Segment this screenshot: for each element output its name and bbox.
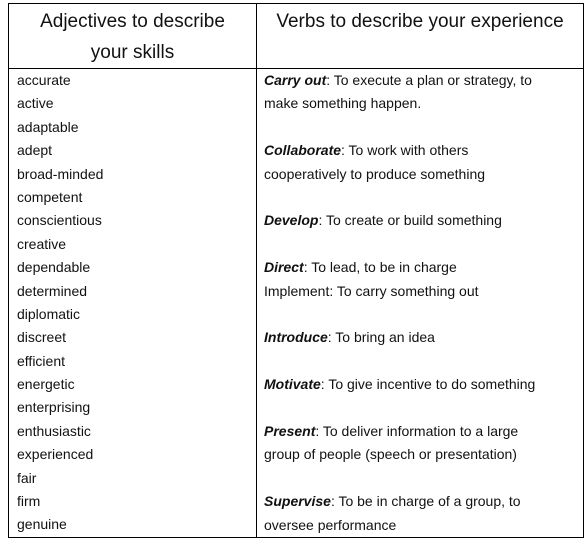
adjective-item: genuine [17,516,67,533]
adjectives-header-line-2: your skills [90,42,175,63]
verb-definition-continued: cooperatively to produce something [264,165,486,182]
adjectives-header [9,6,256,68]
verb-definition: : To work with others [341,142,469,159]
adjective-item: fair [17,469,37,486]
adjective-item: conscientious [17,212,102,229]
adjective-item: experienced [17,446,94,463]
adjective-item: determined [17,282,88,299]
verb-definition-continued: make something happen. [264,95,422,112]
verb-definition: : To give incentive to do something [320,376,536,393]
verb-definition-continued: oversee performance [264,516,397,533]
verb-definition: : To be in charge of a group, to [330,493,521,510]
adjective-item: efficient [17,352,65,369]
verb-entry [264,490,582,537]
adjectives-header-line-1: Adjectives to describe [40,11,225,32]
verb-term: Introduce [264,329,328,346]
adjective-item: accurate [17,72,71,88]
verb-term: Carry out [264,72,327,88]
adjective-item: adept [17,142,53,159]
verb-line [264,139,582,162]
adjective-item: broad-minded [17,165,104,182]
verb-definition: : To bring an idea [327,329,435,346]
verb-term: Develop [264,212,319,229]
adjective-item: creative [17,235,67,252]
adjective-item: dependable [17,259,91,276]
verbs-header: Verbs to describe your experience [276,11,564,32]
adjectives-list [17,69,103,537]
verb-definition: : To create or build something [318,212,502,229]
verb-entry [264,373,582,396]
verb-line [264,256,582,279]
adjective-item: active [17,95,54,112]
adjective-item: adaptable [17,118,79,135]
verb-entry [264,139,582,186]
verb-entry [264,420,582,467]
verb-definition: : To lead, to be in charge [303,259,457,276]
verb-line [264,209,582,232]
verb-entry [264,326,582,349]
verb-term: Direct [264,259,304,276]
verb-term: Collaborate [264,142,342,159]
verb-definition: : To deliver information to a large [315,423,519,439]
verb-term: Motivate [264,376,321,393]
verb-line [264,420,582,443]
adjective-item: firm [17,493,41,510]
adjective-item: discreet [17,329,67,346]
verb-entry [264,256,582,303]
adjective-item: energetic [17,376,75,393]
skills-table [8,3,584,538]
column-divider [256,4,257,537]
adjective-item: enthusiastic [17,422,91,439]
adjective-item: diplomatic [17,305,81,322]
verb-line [264,490,582,513]
verb-line [264,326,582,349]
verb-term: Present [264,423,316,439]
verb-line [264,373,582,396]
verb-term: Supervise [264,493,331,510]
verb-definition-continued: group of people (speech or presentation) [264,446,517,463]
verb-line [264,69,582,92]
adjective-item: enterprising [17,399,91,416]
adjective-item: competent [17,188,83,205]
verb-entry [264,69,582,116]
verb-definition-continued: Implement: To carry something out [264,282,479,299]
verb-definition: : To execute a plan or strategy, to [326,72,532,88]
verb-entry [264,209,582,232]
